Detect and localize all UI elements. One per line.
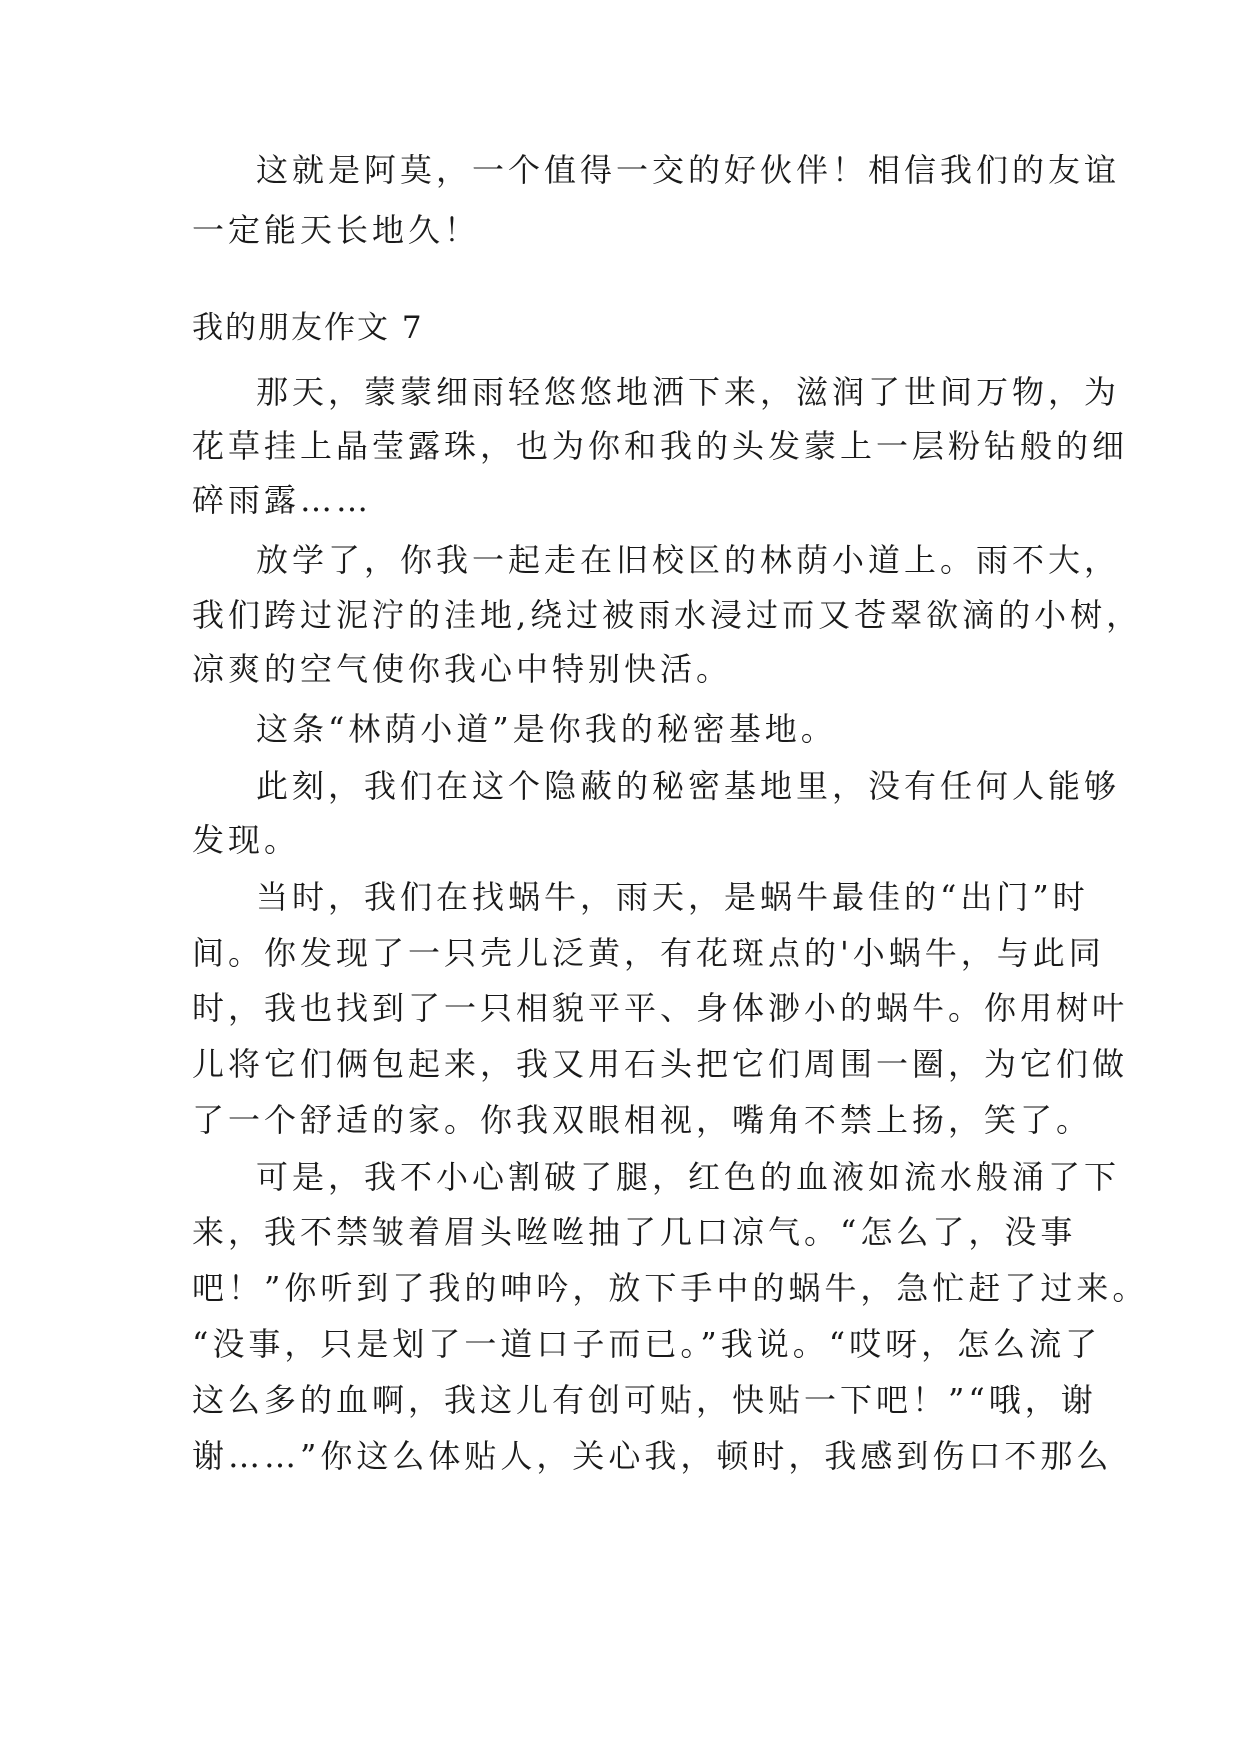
section-title: 我的朋友作文 7 [192, 310, 424, 346]
paragraph-line: 此刻，我们在这个隐蔽的秘密基地里，没有任何人能够 [256, 767, 1121, 805]
paragraph-line: 时，我也找到了一只相貌平平、身体渺小的蜗牛。你用树叶 [192, 989, 1129, 1027]
paragraph-line: 了一个舒适的家。你我双眼相视，嘴角不禁上扬，笑了。 [192, 1101, 1093, 1139]
paragraph-line: 我们跨过泥泞的洼地,绕过被雨水浸过而又苍翠欲滴的小树， [192, 596, 1143, 634]
paragraph-line: 间。你发现了一只壳儿泛黄，有花斑点的'小蜗牛，与此同 [192, 934, 1105, 972]
paragraph-line: 放学了，你我一起走在旧校区的林荫小道上。雨不大， [256, 541, 1121, 579]
paragraph-line: “没事，只是划了一道口子而已。”我说。“哎呀，怎么流了 [192, 1325, 1102, 1363]
paragraph-line: 谢……”你这么体贴人，关心我，顿时，我感到伤口不那么 [192, 1437, 1113, 1475]
paragraph-line: 这就是阿莫，一个值得一交的好伙伴！相信我们的友谊 [256, 151, 1121, 189]
paragraph-line: 花草挂上晶莹露珠，也为你和我的头发蒙上一层粉钻般的细 [192, 427, 1129, 465]
paragraph-line: 当时，我们在找蜗牛，雨天，是蜗牛最佳的“出门”时 [256, 878, 1089, 916]
paragraph-line: 可是，我不小心割破了腿，红色的血液如流水般涌了下 [256, 1158, 1121, 1196]
paragraph-line: 凉爽的空气使你我心中特别快活。 [192, 650, 733, 688]
paragraph-line: 那天，蒙蒙细雨轻悠悠地洒下来，滋润了世间万物，为 [256, 373, 1121, 411]
paragraph-line: 这条“林荫小道”是你我的秘密基地。 [256, 710, 837, 748]
paragraph-line: 来，我不禁皱着眉头咝咝抽了几口凉气。“怎么了，没事 [192, 1213, 1077, 1251]
paragraph-line: 碎雨露…… [192, 481, 373, 519]
paragraph-line: 吧！”你听到了我的呻吟，放下手中的蜗牛，急忙赶了过来。 [192, 1269, 1149, 1307]
paragraph-line: 这么多的血啊，我这儿有创可贴，快贴一下吧！”“哦，谢 [192, 1381, 1097, 1419]
paragraph-line: 发现。 [192, 821, 301, 859]
paragraph-line: 一定能天长地久！ [192, 211, 481, 249]
paragraph-line: 儿将它们俩包起来，我又用石头把它们周围一圈，为它们做 [192, 1045, 1129, 1083]
